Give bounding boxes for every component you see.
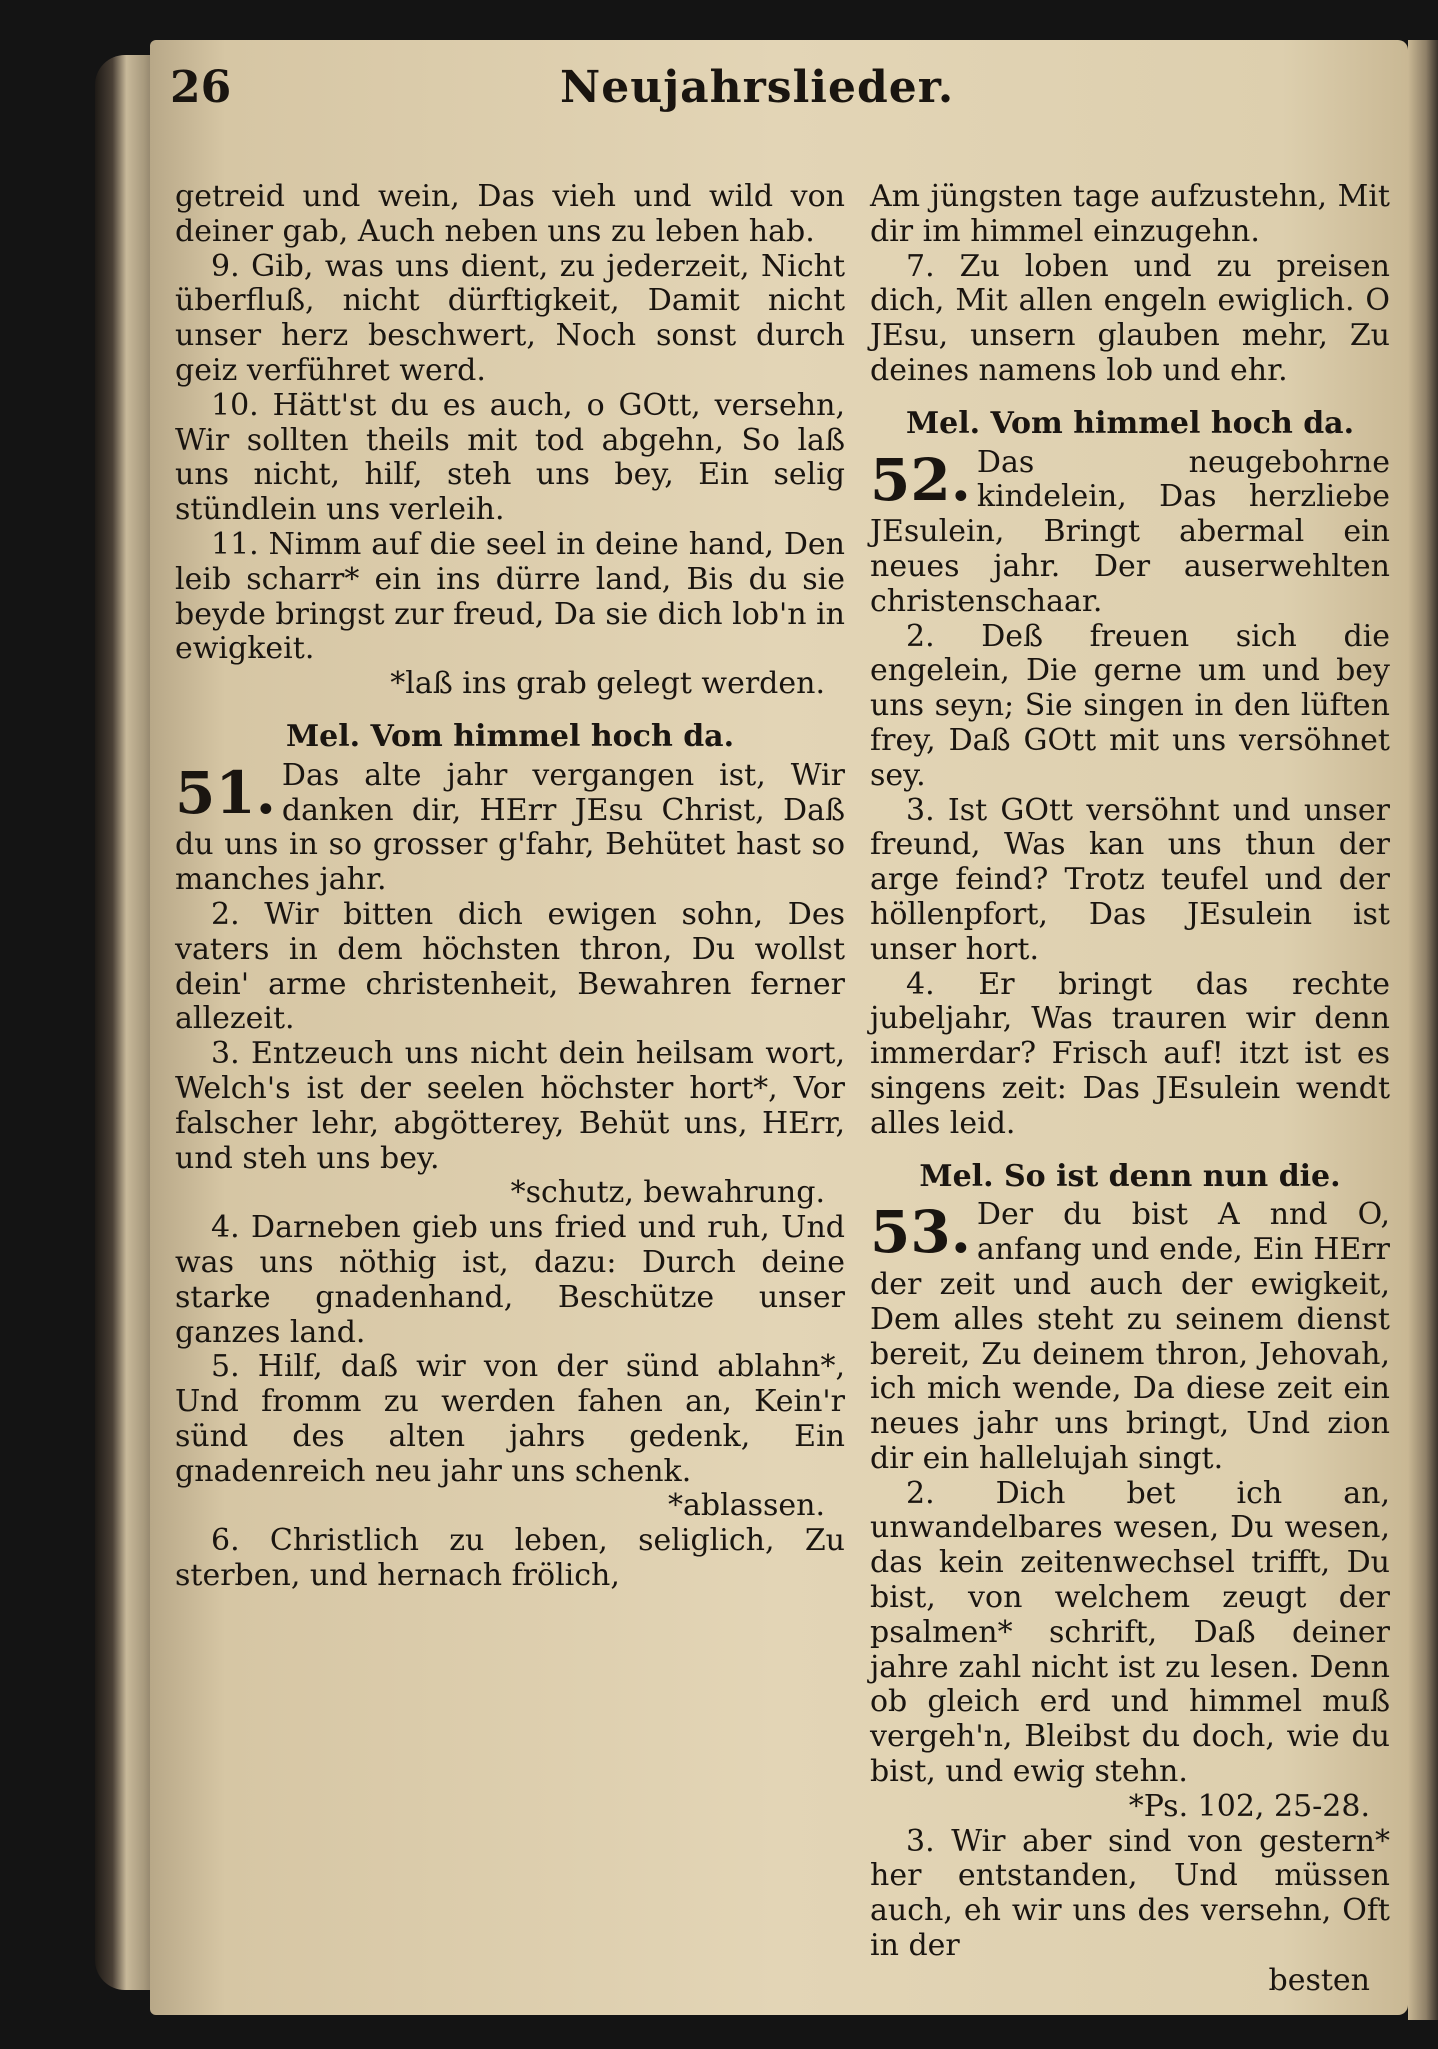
- footnote-hymn-53-verse-2: *Ps. 102, 25-28.: [1128, 1788, 1370, 1824]
- hymn-53-start: [870, 1198, 1390, 1476]
- hymn-52-verse-1: Das neugebohrne kindelein, Das herzliebe JEsulein, Bringt abermal ein neues jahr. Der auserwehlten christenschaar.: [870, 444, 1390, 619]
- page-number: 26: [170, 62, 232, 113]
- verse-9: 9. Gib, was uns dient, zu jederzeit, Nicht überfluß, nicht dürftigkeit, Damit nicht unser herz beschwert, Noch sonst durch geiz verführet werd.: [175, 248, 845, 388]
- book-gutter: [1408, 40, 1438, 2020]
- melody-hymn-51: Mel. Vom himmel hoch da.: [285, 718, 735, 754]
- verse-continuation: getreid und wein, Das vieh und wild von deiner gab, Auch neben uns zu leben hab.: [175, 179, 845, 249]
- catchword: besten: [1268, 1962, 1370, 1998]
- footnote-hymn-51-verse-3: *schutz, bewahrung.: [510, 1175, 825, 1211]
- melody-hymn-53: Mel. So ist denn nun die.: [919, 1158, 1341, 1194]
- hymn-51-verse-6: 6. Christlich zu leben, seliglich, Zu sterben, und hernach frölich,: [175, 1523, 845, 1594]
- hymn-51-verse-5: 5. Hilf, daß wir von der sünd ablahn*, Und fromm zu werden fahen an, Kein'r sünd des alten jahrs gedenk, Ein gnadenreich neu jahr uns schenk.: [175, 1349, 845, 1489]
- hymn-51-verse-1: Das alte jahr vergangen ist, Wir danken dir, HErr JEsu Christ, Daß du uns in so grosser g'fahr, Behütet hast so manches jahr.: [175, 757, 845, 898]
- hymn-51-start: [175, 759, 845, 898]
- hymn-51-verse-3: 3. Entzeuch uns nicht dein heilsam wort, Welch's ist der seelen höchster hort*, Vor falscher lehr, abgötterey, Behüt uns, HErr, und steh uns bey.: [175, 1036, 845, 1176]
- hymn-51-verse-2: 2. Wir bitten dich ewigen sohn, Des vaters in dem höchsten thron, Du wollst dein' arme christenheit, Bewahren ferner allezeit.: [175, 896, 845, 1037]
- footnote-verse-11: *laß ins grab gelegt werden.: [390, 666, 825, 702]
- hymn-51-number: 51.: [175, 758, 276, 827]
- hymn-51-verse-7: 7. Zu loben und zu preisen dich, Mit allen engeln ewiglich. O JEsu, unsern glauben mehr, Zu deines namens lob und ehr.: [870, 248, 1390, 388]
- hymn-52-verse-4: 4. Er bringt das rechte jubeljahr, Was trauren wir denn immerdar? Frisch auf! itzt ist es singens zeit: Das JEsulein wendt alles leid.: [870, 966, 1390, 1141]
- verse-11: 11. Nimm auf die seel in deine hand, Den leib scharr* ein ins dürre land, Bis du sie beyde bringst zur freud, Da sie dich lob'n in ewigkeit.: [175, 526, 845, 667]
- left-column: [175, 180, 845, 1594]
- hymn-52-number: 52.: [870, 445, 971, 514]
- hymn-53-number: 53.: [870, 1198, 971, 1267]
- hymn-52-verse-3: 3. Ist GOtt versöhnt und unser freund, Was kan uns thun der arge feind? Trotz teufel und der höllenpfort, Das JEsulein ist unser hort.: [870, 792, 1390, 967]
- hymn-52-verse-2: 2. Deß freuen sich die engelein, Die gerne um und bey uns seyn; Sie singen in den lüften frey, Daß GOtt mit uns versöhnet sey.: [870, 618, 1390, 793]
- page-header: [0, 62, 1438, 132]
- footnote-hymn-51-verse-5: *ablassen.: [668, 1488, 825, 1524]
- hymn-53-verse-1: Der du bist A nnd O, anfang und ende, Ein HErr der zeit und auch der ewigkeit, Dem alles steht zu seinem dienst bereit, Zu deinem thron, Jehovah, ich mich wende, Da diese zeit ein neues jahr uns bringt, Und zion dir ein hallelujah singt.: [870, 1197, 1390, 1476]
- hymn-51-verse-4: 4. Darneben gieb uns fried und ruh, Und was uns nöthig ist, dazu: Durch deine starke gnadenhand, Beschütze unser ganzes land.: [175, 1210, 845, 1350]
- melody-hymn-52: Mel. Vom himmel hoch da.: [905, 405, 1355, 441]
- verse-10: 10. Hätt'st du es auch, o GOtt, versehn, Wir sollten theils mit tod abgehn, So laß uns nicht, hilf, steh uns bey, Ein selig stündlein uns verleih.: [175, 387, 845, 528]
- running-title: Neujahrslieder.: [560, 62, 955, 113]
- right-column: [870, 180, 1390, 1999]
- hymn-53-verse-2: 2. Dich bet ich an, unwandelbares wesen, Du wesen, das kein zeitenwechsel trifft, Du bist, von welchem zeugt der psalmen* schrift, Daß deiner jahre zahl nicht ist zu lesen. Denn ob gleich erd und himmel muß vergeh'n, Bleibst du doch, wie du bist, und ewig stehn.: [870, 1475, 1390, 1790]
- hymn-52-start: [870, 446, 1390, 620]
- verse-6-continuation: Am jüngsten tage aufzustehn, Mit dir im himmel einzugehn.: [870, 179, 1390, 249]
- hymn-53-verse-3: 3. Wir aber sind von gestern* her entstanden, Und müssen auch, eh wir uns des versehn, Oft in der: [870, 1823, 1390, 1964]
